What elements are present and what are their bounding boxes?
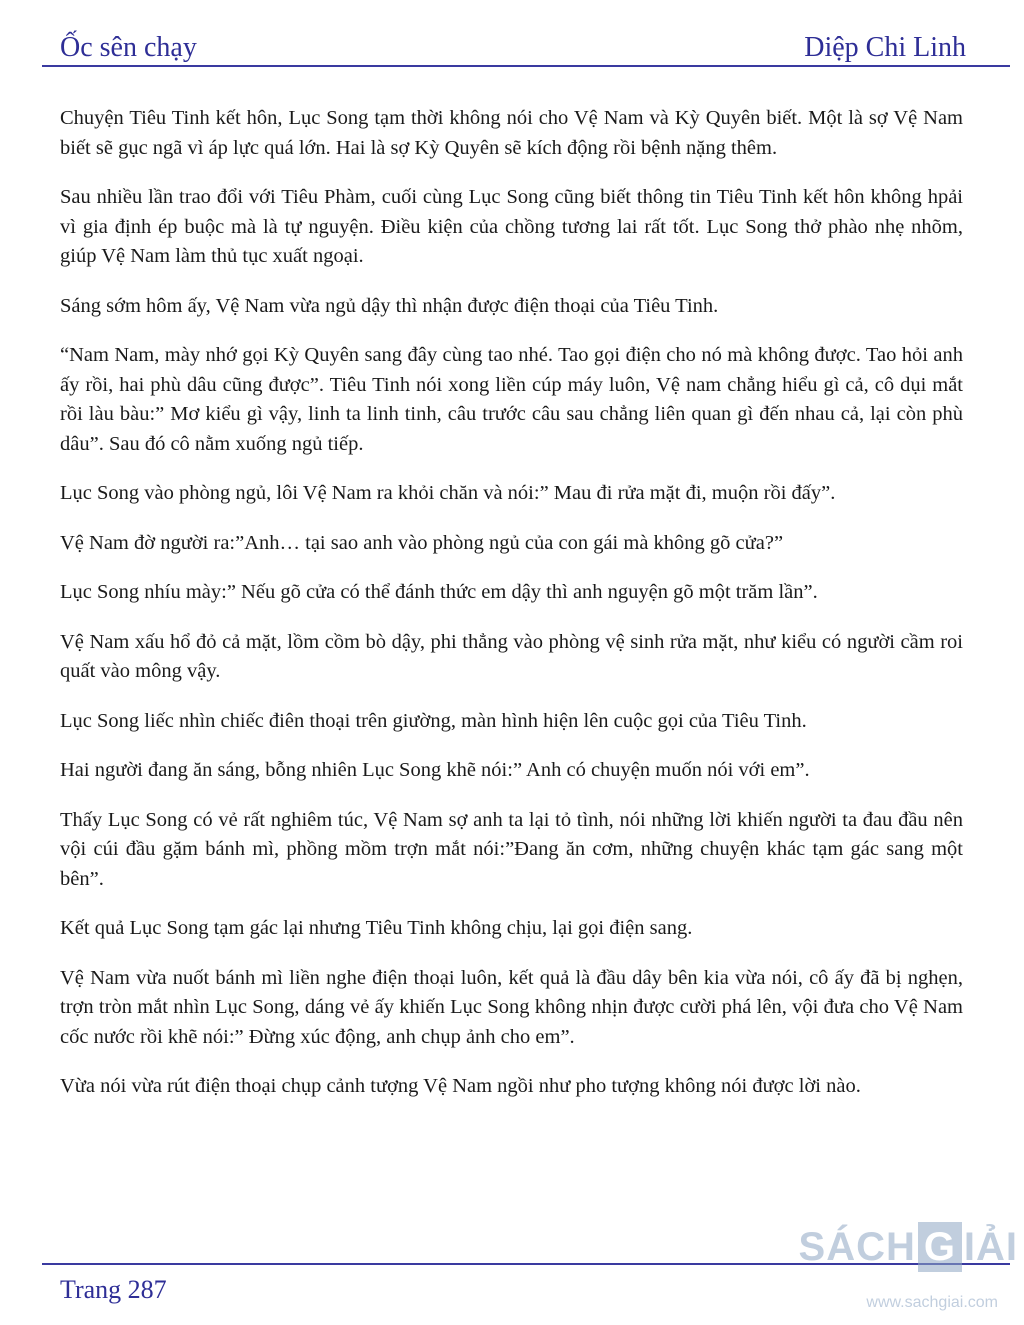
page-body	[60, 104, 963, 1122]
watermark-url: www.sachgiai.com	[866, 1294, 998, 1311]
paragraph: Vệ Nam xấu hổ đỏ cả mặt, lồm cồm bò dậy, phi thẳng vào phòng vệ sinh rửa mặt, như kiểu có người cầm roi quất vào mông vậy.	[60, 630, 963, 682]
book-title: Ốc sên chạy	[60, 32, 197, 63]
paragraph: Chuyện Tiêu Tinh kết hôn, Lục Song tạm thời không nói cho Vệ Nam và Kỳ Quyên biết. Một là sợ Vệ Nam biết sẽ gục ngã vì áp lực quá lớn. Hai là sợ Kỳ Quyên sẽ kích động rồi bệnh nặng thêm.	[60, 107, 963, 159]
paragraph: Thấy Lục Song có vẻ rất nghiêm túc, Vệ Nam sợ anh ta lại tỏ tình, nói những lời khiến người ta đau đầu nên vội cúi đầu gặm bánh mì, phồng mồm trợn mắt nói:”Đang ăn cơm, những chuyện khác tạm gác sang một bên”.	[60, 808, 963, 890]
paragraph: Lục Song liếc nhìn chiếc điên thoại trên giường, màn hình hiện lên cuộc gọi của Tiêu Tinh.	[60, 709, 807, 732]
paragraph: Lục Song nhíu mày:” Nếu gõ cửa có thể đánh thức em dậy thì anh nguyện gõ một trăm lần”.	[60, 581, 818, 603]
paragraph: Hai người đang ăn sáng, bỗng nhiên Lục Song khẽ nói:” Anh có chuyện muốn nói với em”.	[60, 759, 810, 781]
watermark-logo-text: IẢI	[963, 1224, 1018, 1269]
paragraph: Vệ Nam đờ người ra:”Anh… tại sao anh vào phòng ngủ của con gái mà không gõ cửa?”	[60, 531, 784, 554]
paragraph: Sáng sớm hôm ấy, Vệ Nam vừa ngủ dậy thì nhận được điện thoại của Tiêu Tinh.	[60, 294, 719, 317]
paragraph: Vừa nói vừa rút điện thoại chụp cảnh tượng Vệ Nam ngồi như pho tượng không nói được lời nào.	[60, 1075, 861, 1097]
header-divider	[42, 65, 1010, 67]
paragraph: Kết quả Lục Song tạm gác lại nhưng Tiêu Tinh không chịu, lại gọi điện sang.	[60, 917, 693, 939]
watermark	[798, 1222, 1018, 1318]
page-number: Trang 287	[60, 1275, 167, 1304]
watermark-logo-text: SÁCH	[798, 1224, 916, 1269]
page-header	[60, 24, 966, 64]
watermark-logo-box: G	[918, 1222, 962, 1272]
watermark-logo	[799, 1222, 1018, 1272]
paragraph: Sau nhiều lần trao đổi với Tiêu Phàm, cuối cùng Lục Song cũng biết thông tin Tiêu Tinh kết hôn không hpải vì gia định ép buộc mà là tự nguyện. Điều kiện của chồng tương lai rất tốt. Lục Song thở phào nhẹ nhõm, giúp Vệ Nam làm thủ tục xuất ngoại.	[60, 186, 963, 267]
paragraph: “Nam Nam, mày nhớ gọi Kỳ Quyên sang đây cùng tao nhé. Tao gọi điện cho nó mà không được. Tao hỏi anh ấy rồi, hai phù dâu cũng được”. Tiêu Tinh nói xong liền cúp máy luôn, Vệ nam chẳng hiểu gì cả, cô dụi mắt rồi làu bàu:” Mơ kiểu gì vậy, linh ta linh tinh, câu trước câu sau chẳng liên quan gì đến nhau cả, lại còn phù dâu”. Sau đó cô nằm xuống ngủ tiếp.	[60, 344, 963, 455]
paragraph: Lục Song vào phòng ngủ, lôi Vệ Nam ra khỏi chăn và nói:” Mau đi rửa mặt đi, muộn rồi đấy”.	[60, 482, 836, 504]
author-name: Diệp Chi Linh	[804, 32, 966, 63]
paragraph: Vệ Nam vừa nuốt bánh mì liền nghe điện thoại luôn, kết quả là đầu dây bên kia vừa nói, cô ấy đã bị nghẹn, trợn tròn mắt nhìn Lục Song, dáng vẻ ấy khiến Lục Song không nhịn được cười phá lên, vội đưa cho Vệ Nam cốc nước rồi khẽ nói:” Đừng xúc động, anh chụp ảnh cho em”.	[60, 966, 963, 1048]
